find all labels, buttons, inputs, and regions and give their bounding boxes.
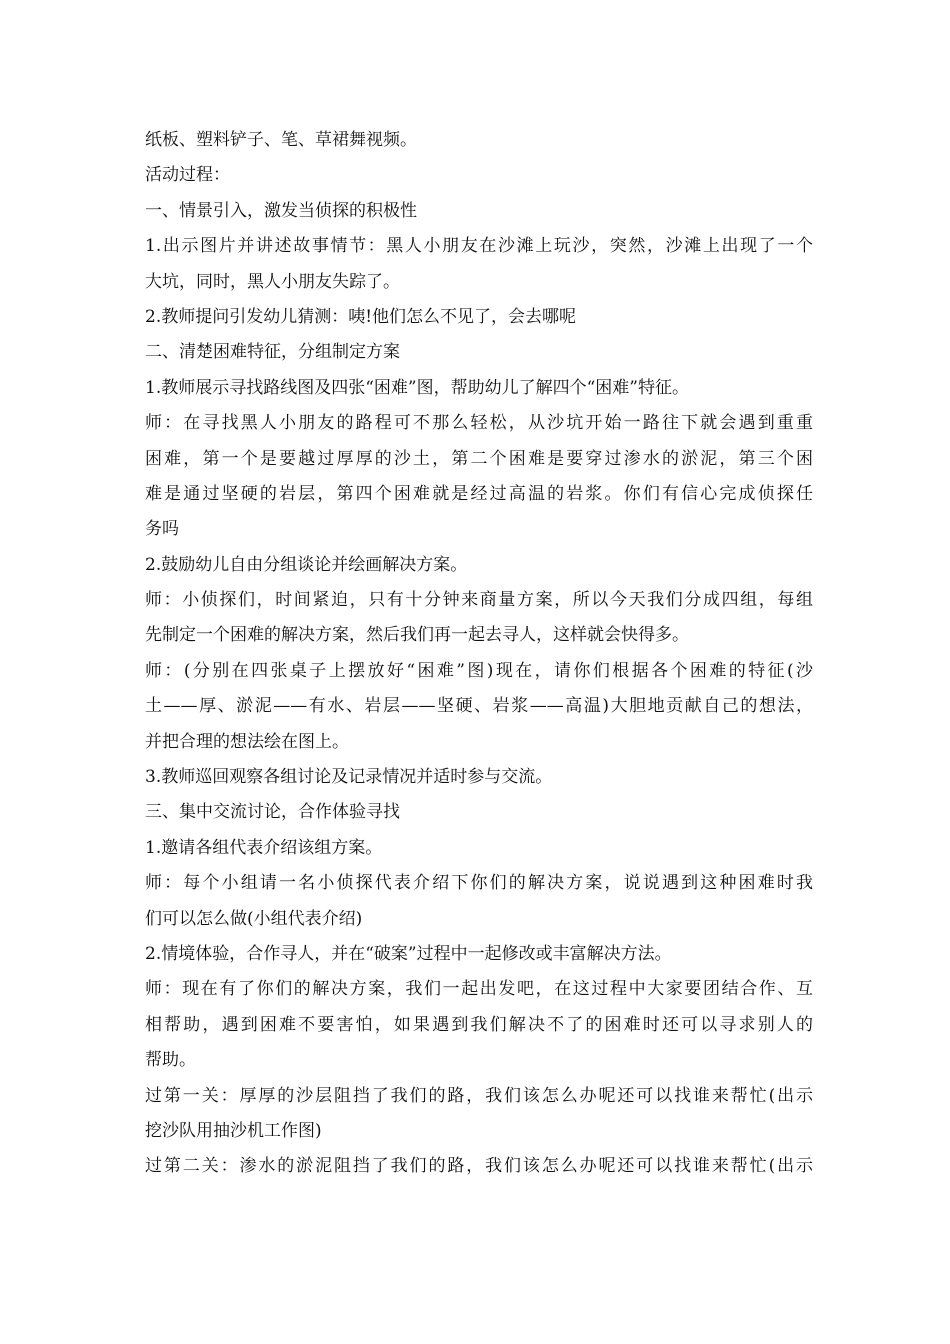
- text-line: 1.教师展示寻找路线图及四张“困难”图，帮助幼儿了解四个“困难”特征。: [145, 377, 689, 398]
- text-line: 们可以怎么做(小组代表介绍): [145, 908, 363, 929]
- text-line: 1.邀请各组代表介绍该组方案。: [145, 837, 383, 858]
- text-line: 师：小侦探们，时间紧迫，只有十分钟来商量方案，所以今天我们分成四组，每组: [145, 590, 813, 611]
- text-line: 难是通过坚硬的岩层，第四个困难就是经过高温的岩浆。你们有信心完成侦探任: [145, 483, 813, 504]
- text-line: 相帮助，遇到困难不要害怕，如果遇到我们解决不了的困难时还可以寻求别人的: [145, 1014, 813, 1035]
- text-line: 先制定一个困难的解决方案，然后我们再一起去寻人，这样就会快得多。: [145, 625, 689, 646]
- text-line: 过第一关：厚厚的沙层阻挡了我们的路，我们该怎么办呢还可以找谁来帮忙(出示: [145, 1085, 813, 1106]
- text-line: 一、情景引入，激发当侦探的积极性: [145, 200, 417, 221]
- text-line: 困难，第一个是要越过厚厚的沙土，第二个困难是要穿过渗水的淤泥，第三个困: [145, 448, 813, 469]
- text-line: 务吗: [145, 519, 179, 540]
- text-line: 大坑，同时，黑人小朋友失踪了。: [145, 271, 400, 292]
- text-line: 过第二关：渗水的淤泥阻挡了我们的路，我们该怎么办呢还可以找谁来帮忙(出示: [145, 1156, 813, 1177]
- text-line: 3.教师巡回观察各组讨论及记录情况并适时参与交流。: [145, 767, 553, 788]
- text-line: 师：(分别在四张桌子上摆放好“困难”图)现在，请你们根据各个困难的特征(沙: [145, 660, 813, 681]
- text-line: 师：每个小组请一名小侦探代表介绍下你们的解决方案，说说遇到这种困难时我: [145, 873, 813, 894]
- text-line: 帮助。: [145, 1050, 196, 1071]
- text-line: 土——厚、淤泥——有水、岩层——坚硬、岩浆——高温)大胆地贡献自己的想法，: [145, 696, 813, 717]
- text-line: 活动过程：: [145, 165, 230, 186]
- text-line: 二、清楚困难特征，分组制定方案: [145, 342, 400, 363]
- text-line: 三、集中交流讨论，合作体验寻找: [145, 802, 400, 823]
- text-line: 纸板、塑料铲子、笔、草裙舞视频。: [145, 130, 417, 150]
- text-line: 师：在寻找黑人小朋友的路程可不那么轻松，从沙坑开始一路往下就会遇到重重: [145, 413, 813, 434]
- text-line: 挖沙队用抽沙机工作图): [145, 1120, 322, 1141]
- text-line: 2.教师提问引发幼儿猜测：咦!他们怎么不见了，会去哪呢: [145, 306, 577, 327]
- text-line: 并把合理的想法绘在图上。: [145, 731, 349, 752]
- document-page: [145, 123, 813, 1185]
- text-line: 2.情境体验，合作寻人，并在“破案”过程中一起修改或丰富解决方法。: [145, 943, 672, 964]
- text-line: 2.鼓励幼儿自由分组谈论并绘画解决方案。: [145, 554, 468, 575]
- text-line: 1.出示图片并讲述故事情节：黑人小朋友在沙滩上玩沙，突然，沙滩上出现了一个: [145, 236, 813, 257]
- text-line: 师：现在有了你们的解决方案，我们一起出发吧，在这过程中大家要团结合作、互: [145, 979, 813, 1000]
